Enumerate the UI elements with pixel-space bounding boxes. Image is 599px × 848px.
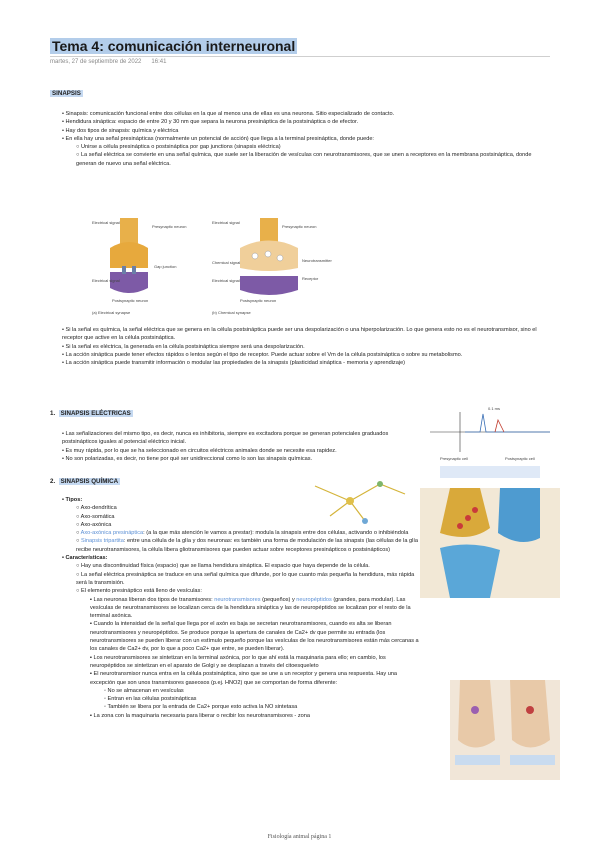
list-item: ▪ La zona con la maquinaria necesaria para liberar o recibir los neurotransmisores - zona	[90, 712, 310, 719]
electricas-list	[62, 430, 412, 463]
list-item: ▪ Los neurotransmisores se sintetizan en la terminal axónica, por lo que ahí está la maquinaria para ello; en cambio, los neuropéptidos se sintetizan en el aparato de Golgi y se desplazan a través del citoesqueleto	[90, 654, 386, 669]
list-item: ○ Axo-dendrítica	[76, 505, 117, 512]
caption-box	[440, 466, 540, 478]
sinapsis-list-2	[62, 326, 542, 367]
list-item: • Tipos:	[62, 497, 83, 503]
postsynaptic-trace	[495, 420, 504, 432]
list-item: • Si la señal es química, la señal eléctrica que se genera en la célula postsináptica puede ser una despolarización o una hiperpolarización. Lo que genera esto no es el neurotransmisor, sino el receptor que active en la célula postsináptica.	[62, 327, 537, 342]
list-item: ◦ No se almacenan en vesículas	[104, 687, 184, 694]
list-item: ○ Axo-axónica	[76, 521, 112, 528]
list-item: • Hay dos tipos de sinapsis: química y eléctrica	[62, 127, 179, 134]
list-item: ○ Hay una discontinuidad física (espacio) que se llama hendidura sináptica. El espacio que haya depende de la célula.	[76, 563, 370, 570]
fig-label: Postsynaptic cell	[505, 456, 535, 461]
list-item: • Sinapsis: comunicación funcional entre dos células en la que al menos una de ellas es una neurona. Sitio especializado de contacto.	[62, 111, 395, 117]
list-item: • Características:	[62, 555, 108, 562]
electrical-trace-figure	[420, 402, 560, 482]
list-item: • En ella hay una señal presinápticas (normalmente un potencial de acción) que llega a la terminal presináptica, donde puede:	[62, 135, 374, 142]
fig-label: Electrical signal	[212, 278, 240, 283]
fig-label: (a) Electrical synapse	[92, 310, 131, 315]
section-quimica: 2. SINAPSIS QUÍMICA	[50, 478, 119, 485]
fig-label: Receptor	[302, 276, 319, 281]
fig-label: Presynaptic cell	[440, 456, 469, 461]
list-item: • La acción sináptica puede tener efectos rápidos o lentos según el tipo de receptor. Puede actuar sobre el Vm de la célula postsináptica o sobre su metabolismo.	[62, 351, 463, 358]
time: 16:41	[151, 59, 167, 65]
list-item: ▪ El neurotransmisor nunca entra en la célula postsináptica, sino que se une a un receptor y genera una respuesta. Hay una excepción que son unos transmisores gaseosos (p.ej. HNO2) que se comportan de forma diferente:	[90, 671, 398, 686]
list-item: ▪ Cuando la intensidad de la señal que llega por el axón es baja se secretan neurotransmisores, cuando es alta se liberan neurotransmisores y neuropéptidos. Se produce porque la apertura de canales de Ca2+ dv que permite su entrada (los neurotransmisores se pueden liberar con un estímulo pequeño porque las vesículas de los neurotransmisores están más cercanas a los canales de Ca2+ dv, por lo que a poco Ca2+ que entre, se pueden liberar).	[90, 621, 419, 653]
gap-junction-a	[122, 266, 126, 274]
list-item: • La acción sináptica puede transmitir información o modular las propiedades de la sinapsis (plasticidad sináptica - memoria y aprendizaje)	[62, 360, 406, 367]
list-item: ○ El elemento presináptico está lleno de vesículas:	[76, 588, 202, 595]
fig-label: Postsynaptic neuron	[112, 298, 149, 303]
date-line	[50, 59, 176, 65]
sinapsis-list	[62, 110, 542, 168]
date: martes, 27 de septiembre de 2022	[50, 59, 142, 65]
list-item: • Si la señal es eléctrica, la generada en la célula postsináptica siempre será una despolarización.	[62, 343, 305, 350]
fig-label: 0.1 ms	[488, 406, 501, 411]
fig-label: Gap junction	[154, 264, 177, 269]
list-item: ◦ También se libera por la entrada de Ca2+ porque esto activa la NO sintetasa	[104, 704, 298, 711]
presynaptic-terminal-a	[110, 242, 148, 268]
list-item: ○ La señal eléctrica se convierte en una señal química, que suele ser la liberación de vesículas con neurotransmisores, que se unen a receptores en la membrana postsináptica, donde generan de nuevo una señal eléctrica.	[76, 152, 532, 167]
page-footer: Fisiología animal página 1	[267, 834, 332, 840]
synapse-figure	[90, 218, 390, 318]
list-item: • Hendidura sináptica: espacio de entre 20 y 30 nm que separa la neurona presináptica de la postsináptica o de efector.	[62, 119, 359, 126]
list-item: ○ Axo-somática	[76, 513, 115, 520]
fig-label: Presynaptic neuron	[152, 224, 187, 229]
fig-label: (b) Chemical synapse	[212, 310, 251, 315]
title-divider	[50, 56, 550, 57]
page-title: Tema 4: comunicación interneuronal	[52, 38, 296, 54]
section-electricas: 1. SINAPSIS ELÉCTRICAS	[50, 410, 131, 417]
fig-label: Postsynaptic neuron	[240, 298, 277, 303]
list-item: ◦ Entran en las células postsinápticas	[104, 696, 197, 703]
list-item: ▪ Las neuronas liberan dos tipos de transmisores: neurotransmisores (pequeños) y neuropéptidos (grandes, para modular). Las vesículas de neurotransmisores se localizan cerca de la hendidura sináptica y las de neuropéptidos se localizan por el resto de la terminal axónica.	[90, 596, 411, 620]
list-item: ○ Unirse a célula presináptica o postsináptica por gap junctions (sinapsis eléctrica)	[76, 144, 281, 151]
fig-label: Presynaptic neuron	[282, 224, 317, 229]
vesicle-figure	[450, 680, 560, 780]
fig-label: Electrical signal	[212, 220, 240, 225]
postsynaptic-neuron-b	[240, 276, 298, 295]
presynaptic-trace	[465, 414, 550, 432]
fig-label: Neurotransmitter	[302, 258, 332, 263]
list-item: ○ La señal eléctrica presináptica se traduce en una señal química que difunde, por lo que cuanto más pequeña la hendidura, más rápida será la transmisión.	[76, 571, 415, 586]
chemical-synapse-figure	[420, 488, 560, 598]
fig-label: Electrical signal	[92, 278, 120, 283]
list-item: ○ Axo-axónica presináptica: (a la que más atención le vamos a prestar): modula la sinapsis entre dos células, activando o inhibiéndola	[76, 530, 409, 537]
fig-label: Electrical signal	[92, 220, 120, 225]
fig-label: Chemical signal	[212, 260, 241, 265]
list-item: • Las señalizaciones del mismo tipo, es decir, nunca es inhibitoria, siempre es excitadora porque se generan potenciales graduados postsinápticos iguales al potencial eléctrico inicial.	[62, 431, 389, 446]
list-item: • No son polarizadas, es decir, no tiene por qué ser unidireccional como lo son las sinapsis químicas.	[62, 455, 313, 462]
list-item: • Es muy rápida, por lo que se ha seleccionado en circuitos eléctricos animales donde se necesite esa rapidez.	[62, 447, 337, 454]
quimica-list	[62, 496, 422, 720]
list-item: ○ Sinapsis tripartita: entre una célula de la glía y dos neuronas: es también una forma de modulación de las sinapsis (las células de la glía recibe neurotransmisores, la célula libera gliotransmisores que pueden actuar sobre receptores presinápticos o postsinápticos)	[76, 538, 419, 553]
section-sinapsis: SINAPSIS	[52, 90, 81, 97]
